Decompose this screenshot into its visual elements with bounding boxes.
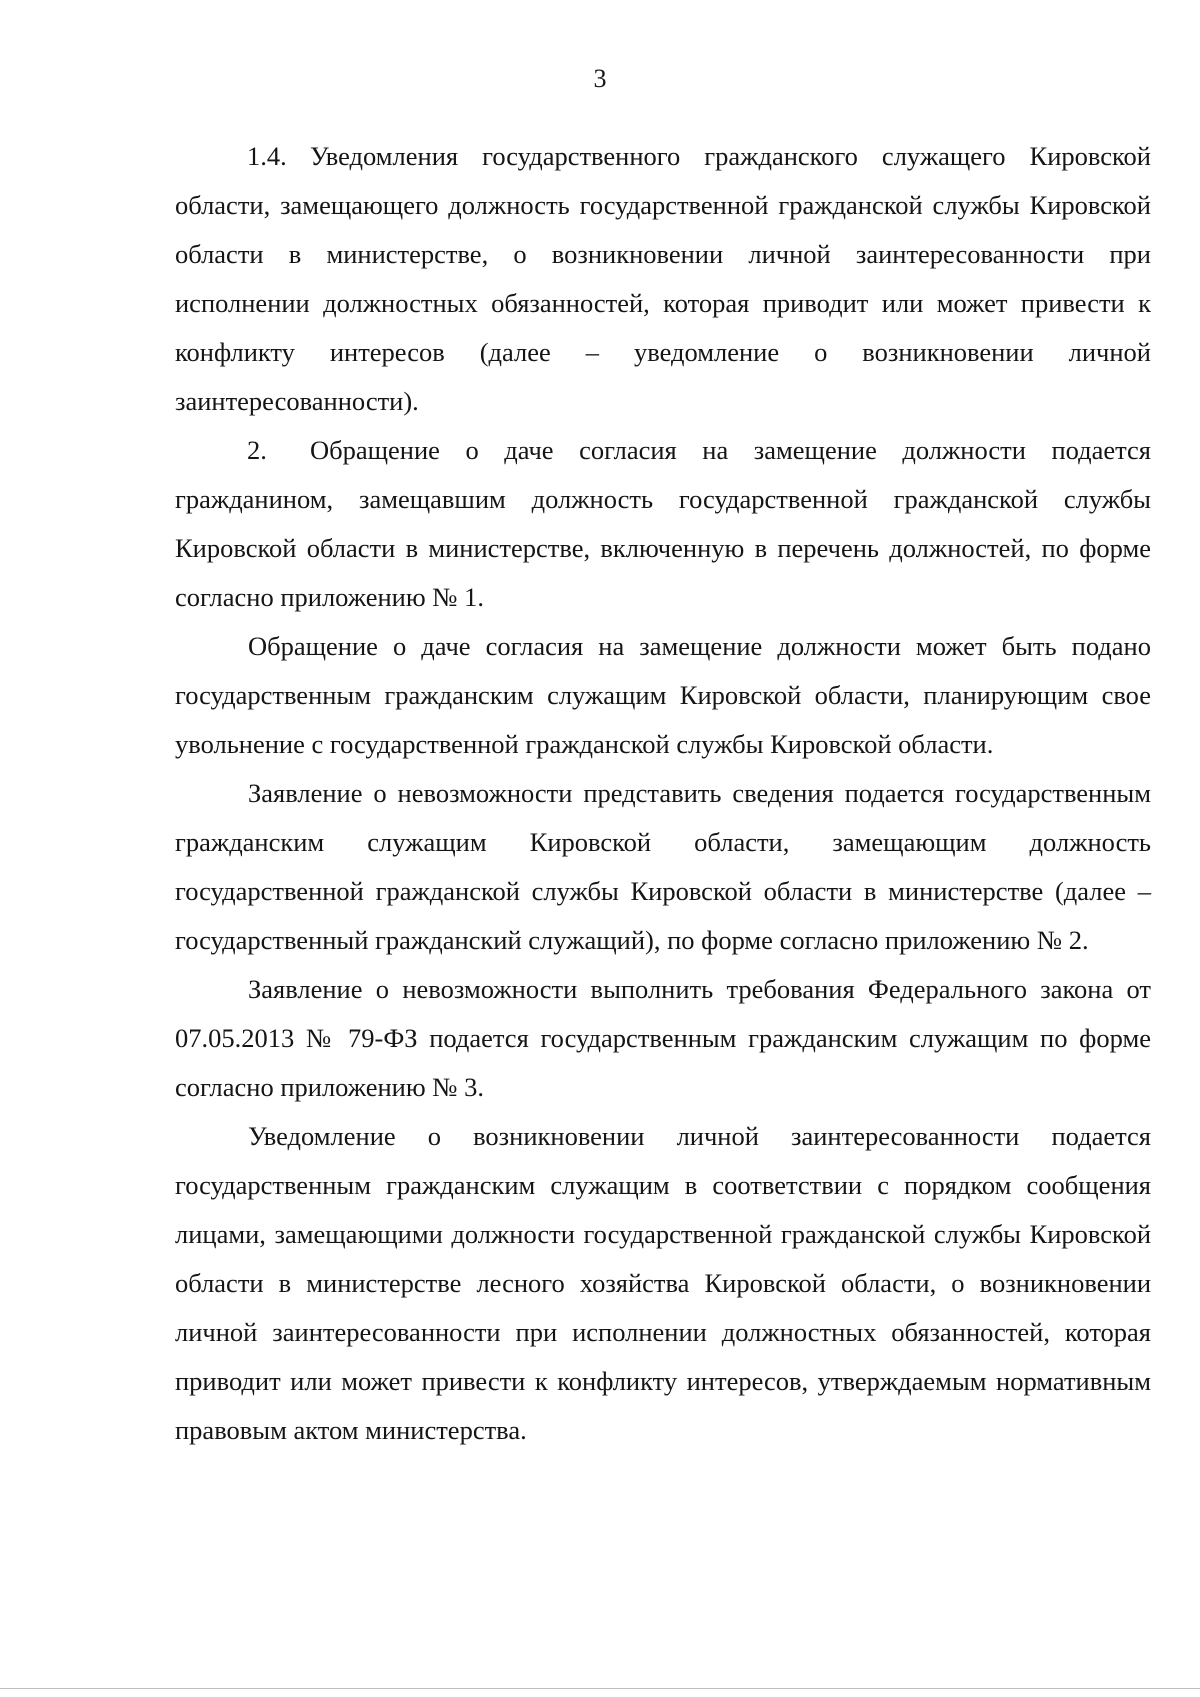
clause-number: 2.: [247, 435, 267, 465]
paragraph: Уведомление о возникновении личной заинтересованности подается государственным гражданским служащим в соответствии с порядком сообщения лицами, замещающими должности государственной гражданской службы Кировской области в министерстве лесного хозяйства Кировской области, о возникновении личной заинтересованности при исполнении должностных обязанностей, которая приводит или может привести к конфликту интересов, утверждаемым нормативным правовым актом министерства.: [175, 1121, 1151, 1445]
page-number: 3: [593, 64, 607, 93]
paragraph: Обращение о даче согласия на замещение должности может быть подано государственным гражданским служащим Кировской области, планирующим свое увольнение с государственной гражданской службы Кировской области.: [175, 631, 1151, 759]
clause-text: Обращение о даче согласия на замещение должности подается гражданином, замещавшим должность государственной гражданской службы Кировской области в министерстве, включенную в перечень должностей, по форме согласно приложению № 1.: [175, 435, 1151, 612]
paragraph: Заявление о невозможности представить сведения подается государственным гражданским служащим Кировской области, замещающим должность государственной гражданской службы Кировской области в министерстве (далее – государственный гражданский служащий), по форме согласно приложению № 2.: [175, 778, 1151, 955]
paragraph: Заявление о невозможности выполнить требования Федерального закона от 07.05.2013 № 79-ФЗ подается государственным гражданским служащим по форме согласно приложению № 3.: [175, 974, 1151, 1102]
scan-edge-line: [0, 1688, 1200, 1689]
document-body: [175, 132, 1151, 1455]
clause-1-4: [175, 132, 1151, 426]
clause-2: [175, 426, 1151, 622]
clause-text: Уведомления государственного гражданского служащего Кировской области, замещающего должность государственной гражданской службы Кировской области в министерстве, о возникновении личной заинтересованности при исполнении должностных обязанностей, которая приводит или может привести к конфликту интересов (далее – уведомление о возникновении личной заинтересованности).: [175, 141, 1151, 416]
clause-number: 1.4.: [247, 141, 287, 171]
